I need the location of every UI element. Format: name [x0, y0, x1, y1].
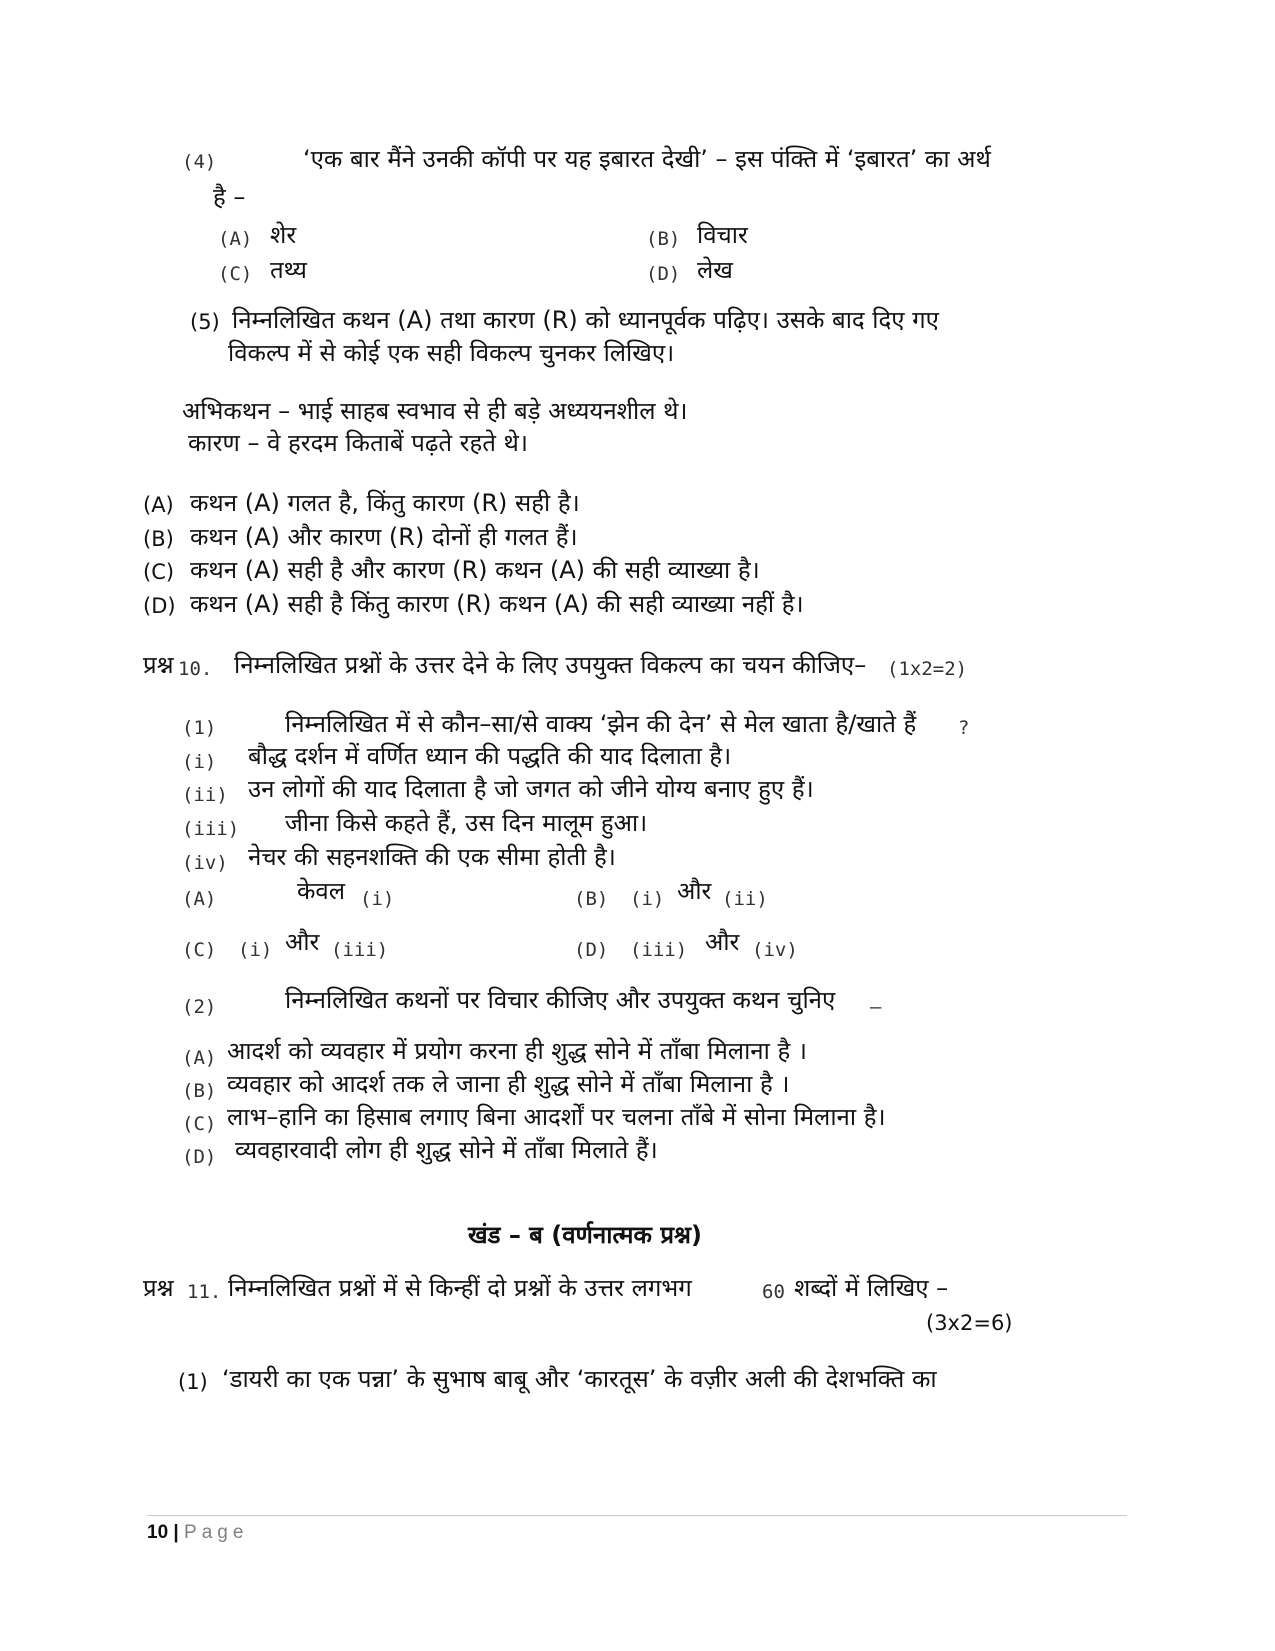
q9-item4-text-cont: है – [213, 183, 246, 211]
option-key: (C) [182, 1113, 217, 1135]
section-heading: खंड – ब (वर्णनात्मक प्रश्न) [468, 1221, 702, 1249]
q9-item5-text: निम्नलिखित कथन (A) तथा कारण (R) को ध्यानपूर्वक पढ़िए। उसके बाद दिए गए [232, 306, 939, 334]
option-value: (iii) [331, 939, 389, 961]
option-text: शेर [270, 221, 297, 249]
statement-key: (iii) [182, 818, 240, 840]
q9-item4-number: (4) [182, 151, 217, 173]
option-key: (A) [182, 1047, 217, 1069]
option-key: (A) [143, 493, 174, 517]
option-text: व्यवहारवादी लोग ही शुद्ध सोने में ताँबा मिलाते हैं। [235, 1136, 658, 1164]
option-value: (i) [360, 888, 395, 910]
option-text: तथ्य [270, 256, 307, 284]
option-value: (i) [238, 939, 273, 961]
footer-separator: | [173, 1522, 179, 1543]
option-key: (B) [574, 888, 609, 910]
q9-item5-text-cont: विकल्प में से कोई एक सही विकल्प चुनकर लिखिए। [228, 339, 675, 367]
statement-key: (iv) [182, 852, 228, 874]
option-key: (D) [646, 263, 681, 285]
statement-text: उन लोगों की याद दिलाता है जो जगत को जीने योग्य बनाए हुए हैं। [248, 775, 814, 803]
option-key: (C) [218, 263, 253, 285]
option-text: कथन (A) सही है किंतु कारण (R) कथन (A) की सही व्याख्या नहीं है। [190, 590, 804, 618]
option-value: (iii) [630, 939, 688, 961]
page-number: 10 [147, 1522, 169, 1543]
q10-text: निम्नलिखित प्रश्नों के उत्तर देने के लिए उपयुक्त विकल्प का चयन कीजिए– [234, 651, 867, 679]
statement-key: (ii) [182, 784, 228, 806]
assertion: अभिकथन – भाई साहब स्वभाव से ही बड़े अध्ययनशील थे। [182, 397, 688, 425]
option-word: केवल [297, 877, 346, 905]
statement-text: जीना किसे कहते हैं, उस दिन मालूम हुआ। [285, 809, 648, 837]
q11-marks: (3x2=6) [926, 1311, 1013, 1335]
q11-text-cont: शब्दों में लिखिए – [794, 1274, 949, 1302]
option-key: (C) [143, 560, 175, 584]
q9-item4-text: ‘एक बार मैंने उनकी कॉपी पर यह इबारत देखी’ – इस पंक्ति में ‘इबारत’ का अर्थ [303, 145, 991, 173]
option-value: (ii) [722, 888, 768, 910]
option-value: (i) [630, 888, 665, 910]
option-text: लेख [697, 256, 733, 284]
q10-item1-text: निम्नलिखित में से कौन–सा/से वाक्य ‘झेन की देन’ से मेल खाता है/खाते हैं [285, 710, 917, 738]
option-text: कथन (A) और कारण (R) दोनों ही गलत हैं। [190, 523, 578, 551]
option-key: (C) [182, 939, 217, 961]
q10-item2-number: (2) [182, 996, 217, 1018]
option-key: (B) [182, 1080, 217, 1102]
q10-item1-number: (1) [182, 717, 217, 739]
statement-text: नेचर की सहनशक्ति की एक सीमा होती है। [248, 843, 616, 871]
option-key: (A) [218, 228, 253, 250]
statement-text: बौद्ध दर्शन में वर्णित ध्यान की पद्धति की याद दिलाता है। [248, 742, 732, 770]
q11-word-count: 60 [762, 1281, 785, 1303]
option-word: और [285, 928, 320, 956]
q10-item2-dash: – [870, 996, 882, 1018]
option-text: लाभ–हानि का हिसाब लगाए बिना आदर्शों पर चलना ताँबे में सोना मिलाना है। [227, 1103, 886, 1131]
q11-item1-text: ‘डायरी का एक पन्ना’ के सुभाष बाबू और ‘कारतूस’ के वज़ीर अली की देशभक्ति का [222, 1365, 937, 1393]
q10-number: 10. [178, 658, 213, 680]
q11-text: निम्नलिखित प्रश्नों में से किन्हीं दो प्रश्नों के उत्तर लगभग [228, 1274, 692, 1302]
statement-key: (i) [182, 751, 217, 773]
option-key: (B) [646, 228, 681, 250]
option-value: (iv) [752, 939, 798, 961]
option-key: (D) [182, 1146, 217, 1168]
option-key: (D) [143, 594, 176, 618]
option-key: (A) [182, 888, 217, 910]
reason: कारण – वे हरदम किताबें पढ़ते रहते थे। [188, 429, 528, 457]
option-text: कथन (A) सही है और कारण (R) कथन (A) की सही व्याख्या है। [190, 556, 760, 584]
option-key: (D) [574, 939, 609, 961]
option-text: व्यवहार को आदर्श तक ले जाना ही शुद्ध सोने में ताँबा मिलाना है । [227, 1070, 790, 1098]
q10-item1-qmark: ? [958, 717, 970, 739]
q9-item5-number: (5) [190, 310, 220, 334]
q10-label: प्रश्न [143, 651, 174, 679]
page-word: Page [184, 1522, 249, 1543]
q11-number: 11. [187, 1281, 222, 1303]
option-text: आदर्श को व्यवहार में प्रयोग करना ही शुद्ध सोने में ताँबा मिलाना है । [227, 1037, 807, 1065]
page-footer [147, 1522, 248, 1544]
q11-item1-number: (1) [178, 1370, 208, 1394]
option-text: विचार [697, 221, 748, 249]
option-key: (B) [143, 527, 174, 551]
q10-marks: (1x2=2) [887, 658, 968, 680]
q10-item2-text: निम्नलिखित कथनों पर विचार कीजिए और उपयुक्त कथन चुनिए [285, 986, 836, 1014]
footer-divider [147, 1515, 1127, 1516]
option-word: और [705, 928, 740, 956]
option-word: और [677, 877, 712, 905]
option-text: कथन (A) गलत है, किंतु कारण (R) सही है। [190, 489, 580, 517]
q11-label: प्रश्न [143, 1274, 174, 1302]
